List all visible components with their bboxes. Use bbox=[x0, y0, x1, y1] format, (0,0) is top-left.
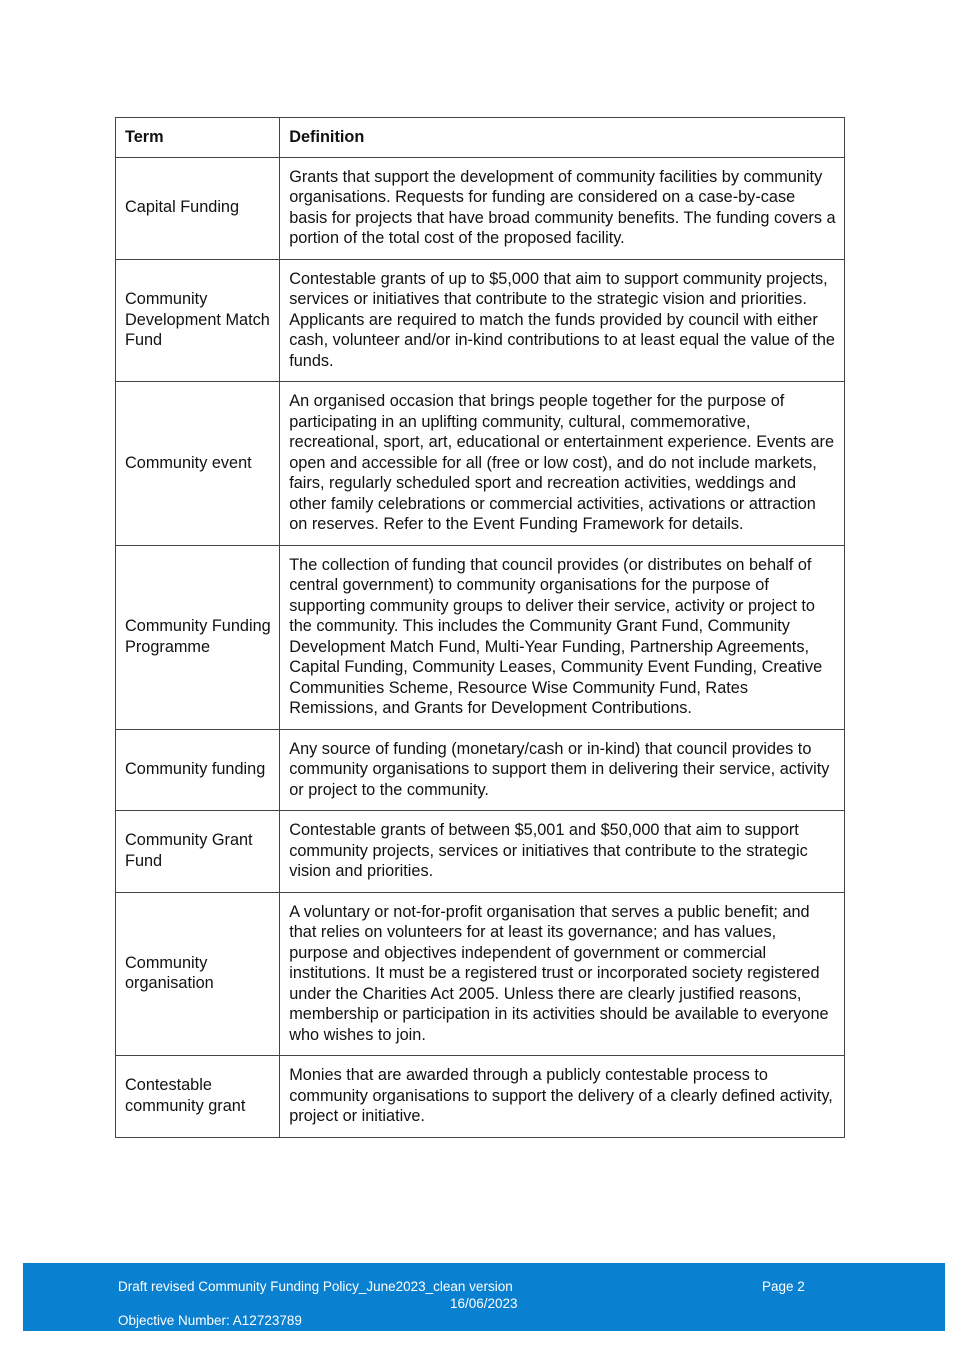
footer-objective-number: Objective Number: A12723789 bbox=[118, 1313, 302, 1328]
term-cell: Community Grant Fund bbox=[116, 811, 280, 893]
table-row bbox=[116, 811, 845, 893]
footer-date: 16/06/2023 bbox=[450, 1296, 518, 1311]
term-cell: Community Development Match Fund bbox=[116, 259, 280, 382]
definitions-table bbox=[115, 117, 845, 1138]
definition-cell: An organised occasion that brings people together for the purpose of participating in an uplifting community, cultural, commemorative, recreational, sport, art, educational or entertainment experience. Events are open and accessible for all (free or low cost), and do not include markets, fairs, regularly scheduled sport and recreation activities, weddings and other family celebrations or commercial activities, activations or attraction on reserves. Refer to the Event Funding Framework for details. bbox=[280, 382, 845, 546]
definition-cell: Grants that support the development of community facilities by community organisations. Requests for funding are considered on a case-by-case basis for projects that have broad community benefits. The funding covers a portion of the total cost of the proposed facility. bbox=[280, 157, 845, 259]
page-footer bbox=[23, 1263, 945, 1331]
definition-cell: The collection of funding that council provides (or distributes on behalf of central government) to community organisations for the purpose of supporting community groups to deliver their service, activity or project to the community. This includes the Community Grant Fund, Community Development Match Fund, Multi-Year Funding, Partnership Agreements, Capital Funding, Community Leases, Community Event Funding, Creative Communities Scheme, Resource Wise Community Fund, Rates Remissions, and Grants for Development Contributions. bbox=[280, 545, 845, 729]
definition-cell: Any source of funding (monetary/cash or in-kind) that council provides to community organisations to support them in delivering their service, activity or project to the community. bbox=[280, 729, 845, 811]
footer-document-title: Draft revised Community Funding Policy_June2023_clean version bbox=[118, 1279, 513, 1294]
definition-cell: Monies that are awarded through a publicly contestable process to community organisations to support the delivery of a clearly defined activity, project or initiative. bbox=[280, 1056, 845, 1138]
table-row bbox=[116, 1056, 845, 1138]
term-cell: Contestable community grant bbox=[116, 1056, 280, 1138]
definition-column-header: Definition bbox=[280, 118, 845, 158]
table-row bbox=[116, 259, 845, 382]
definition-cell: A voluntary or not-for-profit organisation that serves a public benefit; and that relies on volunteers for at least its governance; and has values, purpose and objectives independent of government or commercial institutions. It must be a registered trust or incorporated society registered under the Charities Act 2005. Unless there are clearly justified reasons, membership or participation in its activities should be available to everyone who wishes to join. bbox=[280, 892, 845, 1056]
term-cell: Capital Funding bbox=[116, 157, 280, 259]
table-header-row bbox=[116, 118, 845, 158]
definition-cell: Contestable grants of between $5,001 and $50,000 that aim to support community projects, services or initiatives that contribute to the strategic vision and priorities. bbox=[280, 811, 845, 893]
table-row bbox=[116, 545, 845, 729]
term-cell: Community event bbox=[116, 382, 280, 546]
table-row bbox=[116, 382, 845, 546]
table-row bbox=[116, 729, 845, 811]
table-row bbox=[116, 892, 845, 1056]
term-column-header: Term bbox=[116, 118, 280, 158]
term-cell: Community funding bbox=[116, 729, 280, 811]
term-cell: Community organisation bbox=[116, 892, 280, 1056]
table-row bbox=[116, 157, 845, 259]
definition-cell: Contestable grants of up to $5,000 that aim to support community projects, services or initiatives that contribute to the strategic vision and priorities. Applicants are required to match the funds provided by council with either cash, volunteer and/or in-kind contributions to at least equal the value of the funds. bbox=[280, 259, 845, 382]
term-cell: Community Funding Programme bbox=[116, 545, 280, 729]
footer-page-number: Page 2 bbox=[762, 1279, 805, 1294]
